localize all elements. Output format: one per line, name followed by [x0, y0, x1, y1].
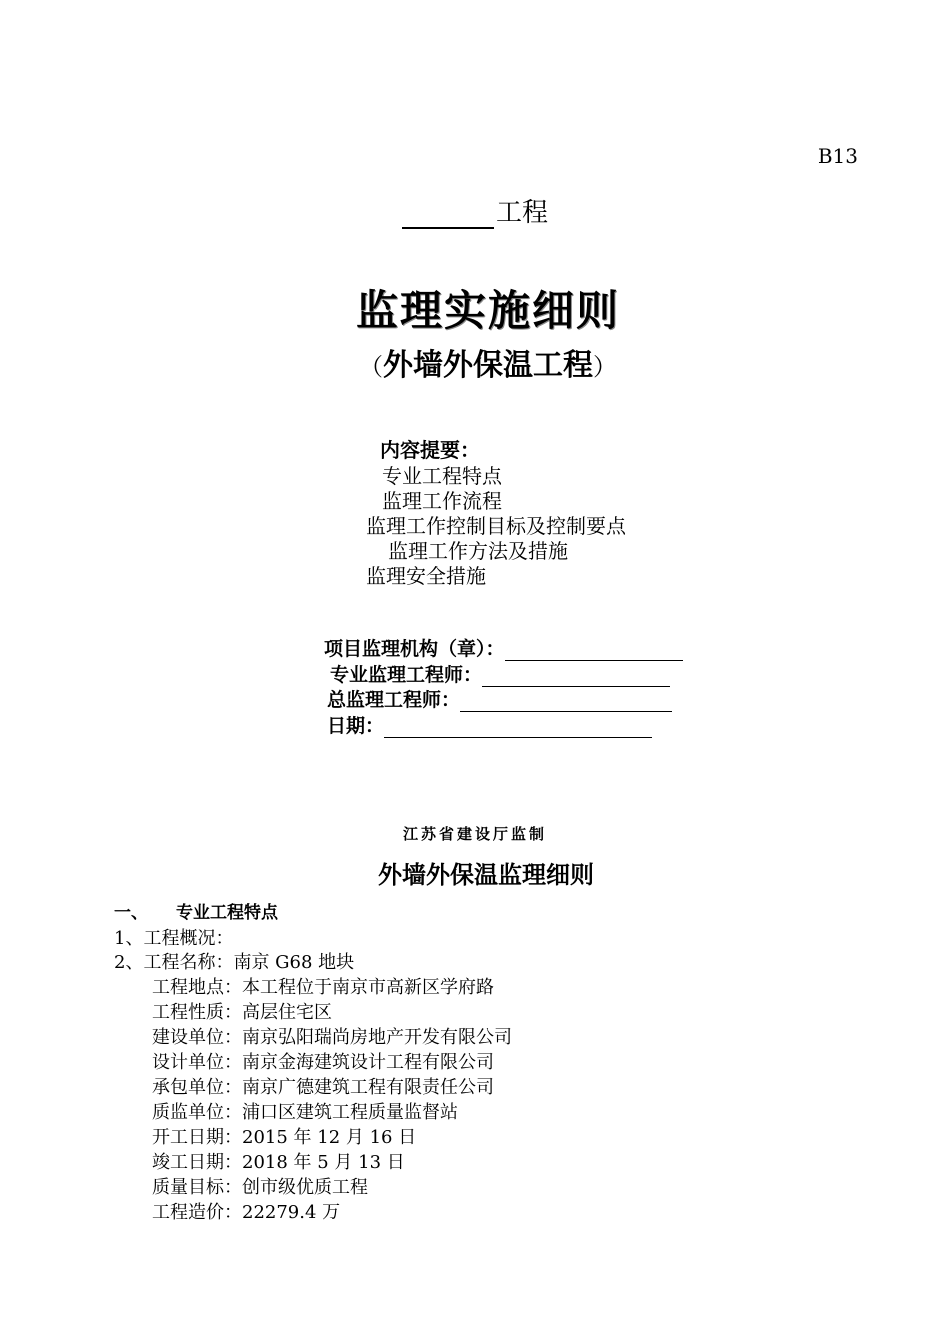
signature-label: 总监理工程师：	[327, 689, 461, 711]
body-title: 外墙外保温监理细则	[378, 861, 594, 889]
overview-heading: 1、工程概况：	[114, 928, 234, 949]
summary-item: 监理工作控制目标及控制要点	[366, 514, 626, 538]
signature-label: 日期：	[327, 715, 385, 737]
section-number: 一、	[114, 903, 148, 923]
info-field: 工程造价：22279.4 万	[152, 1202, 341, 1223]
info-field: 设计单位：南京金海建筑设计工程有限公司	[152, 1052, 494, 1073]
info-field: 质量目标：创市级优质工程	[152, 1177, 368, 1198]
subtitle-close-paren: ）	[593, 353, 617, 381]
signature-blank	[505, 640, 683, 661]
cover-subtitle	[0, 340, 950, 384]
project-suffix: 工程	[495, 198, 548, 228]
document-code: B13	[817, 144, 858, 168]
summary-heading: 内容提要：	[380, 438, 480, 462]
info-field: 工程性质：高层住宅区	[152, 1002, 332, 1023]
project-name-field: 2、工程名称：南京 G68 地块	[114, 952, 355, 973]
signature-label: 项目监理机构（章）：	[324, 638, 505, 660]
issuer: 江苏省建设厅监制	[402, 825, 547, 843]
info-field: 承包单位：南京广德建筑工程有限责任公司	[152, 1077, 494, 1098]
subtitle-text: 外墙外保温工程	[383, 348, 593, 383]
signature-label: 专业监理工程师：	[330, 664, 483, 686]
summary-item: 专业工程特点	[382, 464, 502, 488]
signature-row-chief	[327, 685, 672, 712]
subtitle-open-paren: （	[359, 353, 383, 381]
summary-item: 监理工作方法及措施	[388, 539, 568, 563]
cover-title: 监理实施细则	[355, 286, 620, 335]
signature-blank	[482, 666, 670, 687]
info-field: 工程地点：本工程位于南京市高新区学府路	[152, 977, 494, 998]
section-title: 专业工程特点	[176, 903, 278, 923]
info-field: 建设单位：南京弘阳瑞尚房地产开发有限公司	[152, 1027, 512, 1048]
summary-item: 监理工作流程	[382, 489, 502, 513]
project-name-line	[0, 192, 950, 229]
info-field: 质监单位：浦口区建筑工程质量监督站	[152, 1102, 458, 1123]
project-name-blank	[402, 201, 494, 229]
signature-row-engineer	[330, 660, 670, 687]
info-field: 竣工日期：2018 年 5 月 13 日	[152, 1152, 405, 1173]
signature-blank	[460, 691, 672, 712]
summary-item: 监理安全措施	[366, 564, 486, 588]
signature-blank	[384, 717, 652, 738]
signature-row-agency	[324, 634, 683, 661]
info-field: 开工日期：2015 年 12 月 16 日	[152, 1127, 417, 1148]
signature-row-date	[327, 711, 652, 738]
section-heading	[114, 898, 278, 923]
